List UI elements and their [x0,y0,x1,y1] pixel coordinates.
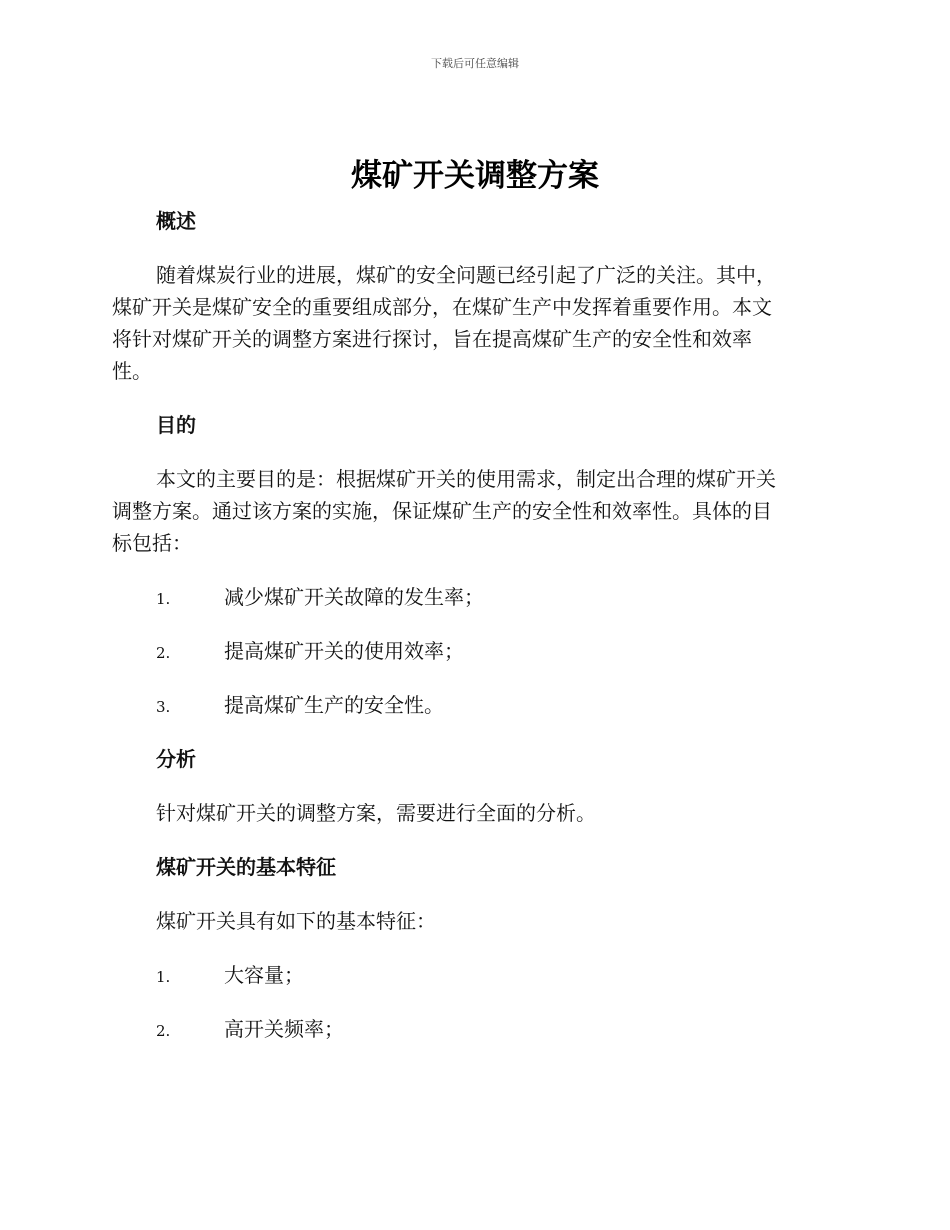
list-item-text: 大容量； [224,963,304,987]
page-header: 下载后可任意编辑 [431,57,519,70]
purpose-paragraph [112,463,832,559]
paragraph-line: 本文的主要目的是：根据煤矿开关的使用需求，制定出合理的煤矿开关 [156,467,776,491]
list-item [112,959,832,991]
paragraph-line: 随着煤炭行业的进展，煤矿的安全问题已经引起了广泛的关注。其中， [156,263,776,287]
list-item [112,635,832,667]
document-body [112,205,832,1045]
list-item [112,1013,832,1045]
list-item-number: 1. [156,590,171,608]
features-paragraph: 煤矿开关具有如下的基本特征： [156,909,436,933]
list-item-number: 2. [156,1022,171,1040]
list-item-text: 减少煤矿开关故障的发生率； [224,585,484,609]
document-title: 煤矿开关调整方案 [351,158,599,194]
list-item-number: 3. [156,698,171,716]
list-item-text: 提高煤矿生产的安全性。 [224,693,444,717]
paragraph-line: 标包括： [112,531,192,555]
list-item-text: 高开关频率； [224,1017,344,1041]
list-item [112,689,832,721]
list-item-text: 提高煤矿开关的使用效率； [224,639,464,663]
paragraph-line: 将针对煤矿开关的调整方案进行探讨，旨在提高煤矿生产的安全性和效率 [112,327,752,351]
analysis-paragraph: 针对煤矿开关的调整方案，需要进行全面的分析。 [156,801,596,825]
paragraph-line: 性。 [112,359,152,383]
list-item [112,581,832,613]
list-item-number: 2. [156,644,171,662]
section-heading-features: 煤矿开关的基本特征 [156,855,336,879]
paragraph-line: 调整方案。通过该方案的实施，保证煤矿生产的安全性和效率性。具体的目 [112,499,772,523]
section-heading-purpose: 目的 [156,413,196,437]
overview-paragraph [112,259,832,387]
paragraph-line: 煤矿开关是煤矿安全的重要组成部分，在煤矿生产中发挥着重要作用。本文 [112,295,772,319]
section-heading-overview: 概述 [156,209,196,233]
list-item-number: 1. [156,968,171,986]
section-heading-analysis: 分析 [156,747,196,771]
